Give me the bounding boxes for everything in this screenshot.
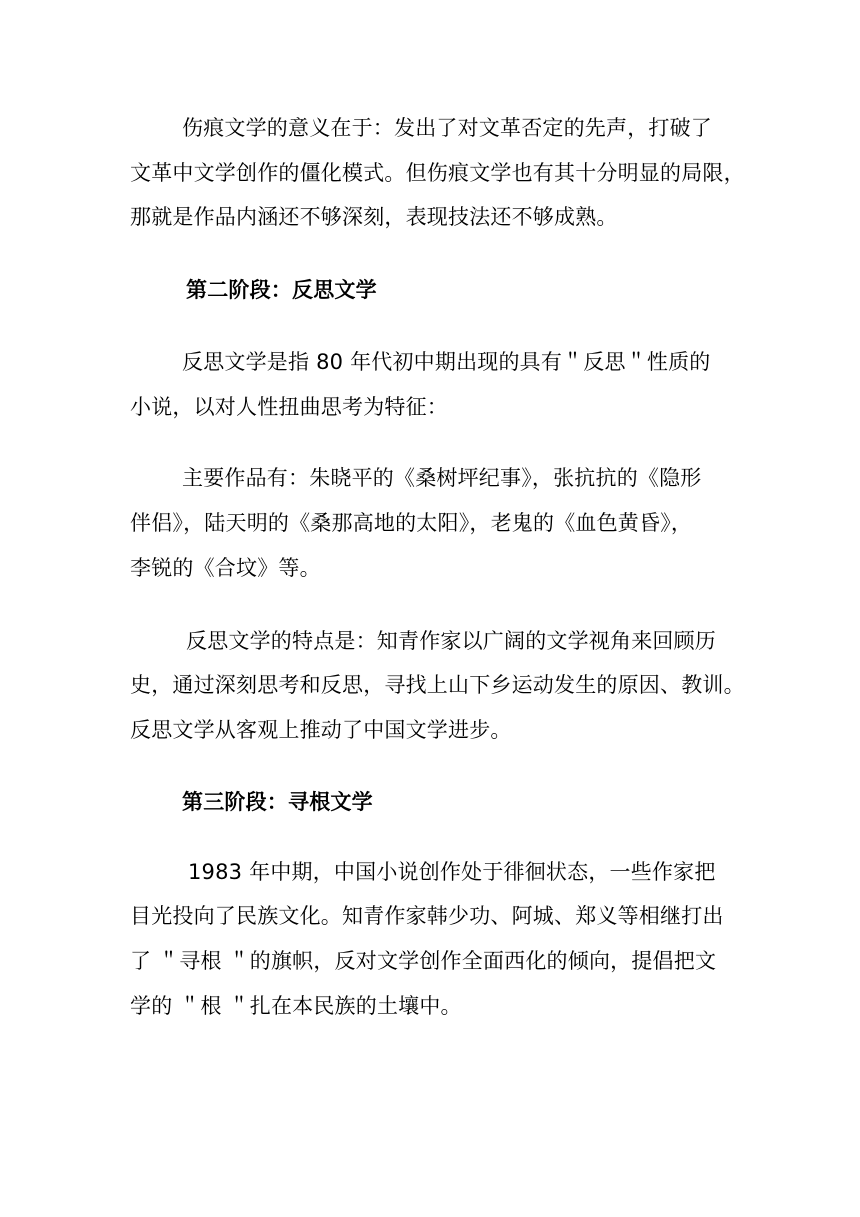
paragraph-2-line-2: 小说，以对人性扭曲思考为特征：: [130, 395, 448, 419]
paragraph-1-line-2: 文革中文学创作的僵化模式。但伤痕文学也有其十分明显的局限，: [130, 161, 745, 185]
section-heading-stage-2: 第二阶段：反思文学: [186, 278, 377, 302]
paragraph-5-line-3: 了 ＂寻根 ＂的旗帜，反对文学创作全面西化的倾向，提倡把文: [130, 949, 717, 973]
paragraph-4-line-3: 反思文学从客观上推动了中国文学进步。: [130, 718, 512, 742]
paragraph-1-line-3: 那就是作品内涵还不够深刻，表现技法还不够成熟。: [130, 205, 618, 229]
section-heading-stage-3: 第三阶段：寻根文学: [182, 790, 373, 814]
paragraph-4-line-1: 反思文学的特点是：知青作家以广阔的文学视角来回顾历: [186, 629, 716, 653]
paragraph-3-line-2: 伴侣》，陆天明的《桑那高地的太阳》，老鬼的《血色黄昏》，: [130, 511, 693, 535]
paragraph-2-line-1: 反思文学是指 80 年代初中期出现的具有＂反思＂性质的: [182, 350, 711, 374]
paragraph-4-line-2: 史，通过深刻思考和反思，寻找上山下乡运动发生的原因、教训。: [130, 673, 745, 697]
paragraph-3-line-3: 李锐的《合坟》等。: [130, 556, 321, 580]
paragraph-5-line-4: 学的 ＂根 ＂扎在本民族的土壤中。: [130, 994, 462, 1018]
paragraph-3-line-1: 主要作品有：朱晓平的《桑树坪纪事》，张抗抗的《隐形: [182, 466, 702, 490]
paragraph-1-line-1: 伤痕文学的意义在于：发出了对文革否定的先声，打破了: [182, 116, 712, 140]
paragraph-5-line-2: 目光投向了民族文化。知青作家韩少功、阿城、郑义等相继打出: [130, 904, 724, 928]
paragraph-5-line-1: 1983 年中期，中国小说创作处于徘徊状态，一些作家把: [188, 860, 716, 884]
